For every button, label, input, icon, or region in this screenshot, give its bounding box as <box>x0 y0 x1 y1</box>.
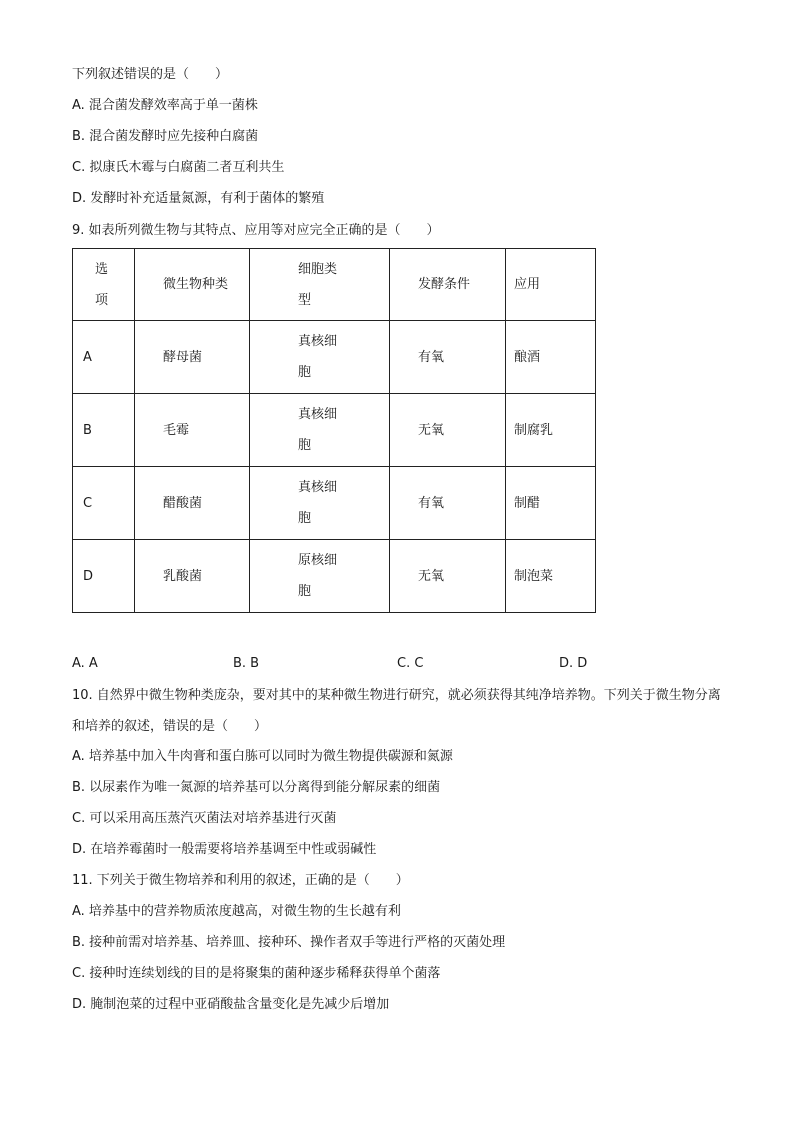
table-cell: A <box>73 321 135 394</box>
q10-stem: 10. 自然界中微生物种类庞杂，要对其中的某种微生物进行研究，就必须获得其纯净培养物。下列关于微生物分离和培养的叙述，错误的是（ ） <box>72 688 721 734</box>
q9-stem: 9. 如表所列微生物与其特点、应用等对应完全正确的是（ ） <box>72 223 440 238</box>
table-row <box>73 540 596 613</box>
q11-option-c: C. 接种时连续划线的目的是将聚集的菌种逐步稀释获得单个菌落 <box>72 966 441 981</box>
table-header-row <box>73 249 596 321</box>
q8-option-b: B. 混合菌发酵时应先接种白腐菌 <box>72 129 259 144</box>
table-cell: 酿酒 <box>506 321 596 394</box>
q8-stem: 下列叙述错误的是（ ） <box>72 67 229 82</box>
header-cell-application: 应用 <box>506 249 596 321</box>
q9-table <box>72 248 596 613</box>
table-cell: 有氧 <box>390 467 506 540</box>
table-cell: 酵母菌 <box>135 321 250 394</box>
table-row <box>73 394 596 467</box>
q11-option-d: D. 腌制泡菜的过程中亚硝酸盐含量变化是先减少后增加 <box>72 997 390 1012</box>
table-cell: 毛霉 <box>135 394 250 467</box>
table-cell: 乳酸菌 <box>135 540 250 613</box>
table-cell: 真核细胞 <box>250 394 390 467</box>
table-row <box>73 467 596 540</box>
table-cell: C <box>73 467 135 540</box>
table-cell: 原核细胞 <box>250 540 390 613</box>
q11-option-a: A. 培养基中的营养物质浓度越高，对微生物的生长越有利 <box>72 904 401 919</box>
q8-option-a: A. 混合菌发酵效率高于单一菌株 <box>72 98 258 113</box>
table-cell: 有氧 <box>390 321 506 394</box>
q11-option-b: B. 接种前需对培养基、培养皿、接种环、操作者双手等进行严格的灭菌处理 <box>72 935 506 950</box>
table-cell: 制腐乳 <box>506 394 596 467</box>
table-cell: 真核细胞 <box>250 467 390 540</box>
q9-options <box>72 655 732 673</box>
q11-stem: 11. 下列关于微生物培养和利用的叙述，正确的是（ ） <box>72 873 409 888</box>
table-row <box>73 321 596 394</box>
table-cell: 醋酸菌 <box>135 467 250 540</box>
table-cell: 制泡菜 <box>506 540 596 613</box>
q9-option-b: B. B <box>233 656 260 671</box>
q9-option-c: C. C <box>397 656 424 671</box>
q10-option-c: C. 可以采用高压蒸汽灭菌法对培养基进行灭菌 <box>72 811 337 826</box>
q8-option-d: D. 发酵时补充适量氮源，有利于菌体的繁殖 <box>72 191 325 206</box>
header-cell-celltype: 细胞类型 <box>250 249 390 321</box>
q10-option-b: B. 以尿素作为唯一氮源的培养基可以分离得到能分解尿素的细菌 <box>72 780 441 795</box>
table-cell: 制醋 <box>506 467 596 540</box>
table-cell: B <box>73 394 135 467</box>
header-cell-condition: 发酵条件 <box>390 249 506 321</box>
header-cell-microbe: 微生物种类 <box>135 249 250 321</box>
q9-option-d: D. D <box>559 656 588 671</box>
q8-option-c: C. 拟康氏木霉与白腐菌二者互利共生 <box>72 160 285 175</box>
table-cell: 真核细胞 <box>250 321 390 394</box>
q10-option-a: A. 培养基中加入牛肉膏和蛋白胨可以同时为微生物提供碳源和氮源 <box>72 749 453 764</box>
table-cell: 无氧 <box>390 394 506 467</box>
table-cell: 无氧 <box>390 540 506 613</box>
table-cell: D <box>73 540 135 613</box>
header-cell-option: 选项 <box>73 249 135 321</box>
q10-option-d: D. 在培养霉菌时一般需要将培养基调至中性或弱碱性 <box>72 842 377 857</box>
q9-option-a: A. A <box>72 656 98 671</box>
